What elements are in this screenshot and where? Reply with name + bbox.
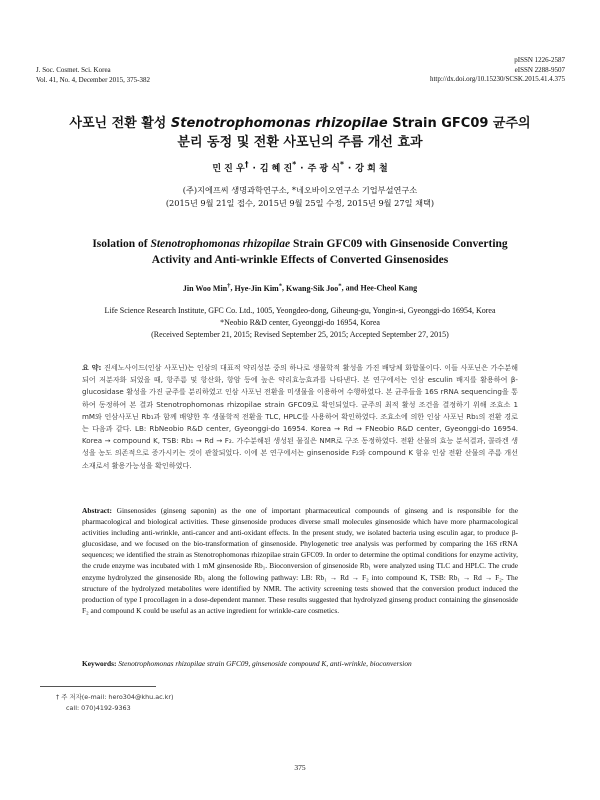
- footnote-line1: [56, 692, 174, 703]
- english-title-line1: [0, 236, 600, 252]
- ko-author-4: 강 희 철: [355, 164, 388, 174]
- footnote-divider: [40, 686, 156, 687]
- english-affiliation-line2: *Neobio R&D center, Gyeonggi-do 16954, Korea: [220, 318, 380, 328]
- footnote-email: 주 저자(e-mail: hero304@khu.ac.kr): [61, 693, 174, 701]
- english-abstract-label: Abstract:: [82, 506, 112, 515]
- korean-title-line2: 분리 동정 및 전환 사포닌의 주름 개선 효과: [177, 135, 423, 150]
- journal-name: J. Soc. Cosmet. Sci. Korea: [36, 66, 111, 74]
- english-title-pre: Isolation of: [92, 238, 151, 250]
- ko-author-1: 민 진 우†: [212, 160, 249, 174]
- korean-title-line1: [0, 114, 600, 133]
- english-affiliation: [0, 305, 600, 342]
- en-author-2: Hye-Jin Kim*: [234, 282, 283, 293]
- en-author-4: and Hee-Cheol Kang: [345, 283, 418, 293]
- korean-affiliation-line1: (주)지에프씨 생명과학연구소, *네오바이오연구소 기업부설연구소: [182, 185, 418, 195]
- footnote-phone: call: 070)4192-9363: [66, 704, 131, 712]
- journal-header-left: [36, 66, 150, 85]
- english-title-species: Stenotrophomonas rhizopilae: [150, 238, 291, 250]
- korean-title-species: Stenotrophomonas rhizopilae: [170, 116, 388, 131]
- eissn: eISSN 2288-9507: [514, 65, 565, 74]
- keywords-text: Stenotrophomonas rhizopilae strain GFC09, ginsenoside compound K, anti-wrinkle, bioconversion: [118, 659, 412, 668]
- footnote: [56, 692, 174, 714]
- english-affiliation-line1: Life Science Research Institute, GFC Co. Ltd., 1005, Yeongdeo-dong, Giheung-gu, Yongin-si, Gyeonggi-do 16954, Korea: [104, 306, 496, 315]
- ko-author-3: 주 광 식*: [307, 160, 344, 174]
- english-title: [0, 236, 600, 268]
- korean-title-post: Strain GFC09 균주의: [387, 116, 531, 131]
- page-number: 375: [294, 763, 306, 772]
- english-title-post: Strain GFC09 with Ginsenoside Converting: [290, 238, 508, 250]
- korean-title: [0, 114, 600, 152]
- pissn: pISSN 1226-2587: [514, 56, 565, 64]
- korean-abstract: [82, 362, 518, 472]
- en-author-3: Kwang-Sik Joo*: [286, 282, 342, 293]
- english-title-line2: Activity and Anti-wrinkle Effects of Converted Ginsenosides: [151, 254, 449, 266]
- english-authors: Jin Woo Min†, Hye-Jin Kim*, Kwang-Sik Joo*, and Hee-Cheol Kang: [182, 282, 418, 293]
- keywords: [82, 659, 518, 668]
- korean-dates: (2015년 9월 21일 접수, 2015년 9월 25일 수정, 2015년 9월 27일 채택): [165, 198, 435, 208]
- korean-title-pre: 사포닌 전환 활성: [69, 116, 171, 131]
- korean-abstract-label: 요 약:: [82, 363, 102, 372]
- english-abstract-text: Ginsenosides (ginseng saponin) as the one of important pharmaceutical compounds of ginseng and is responsible for the pharmacological and biological activities. These ginsenoside produces diverse small molecules ginsenoside which have more pharmacological activities including anti-wrinkle, anti-cancer and anti-oxidant effects. In the present study, we isolated bacteria using esculin agar, to produce β-glucosidase, and we focused on the bio-transformation of ginsenoside. Phylogenetic tree analysis was performed by comparing the 16S rRNA sequences; we identified the strain as Stenotrophomonas rhizopilae strain GFC09. In order to determine the optimal conditions for enzyme activity, the crude enzyme was incubated with 1 mM ginsenoside Rb₁. Bioconversion of ginsenoside Rb₁ were analyzed using TLC and HPLC. The crude enzyme hydrolyzed the ginsenoside Rb₁ along the following pathway: LB: Rb₁ → Rd → F₂ into compound K, TSB: Rb₁ → Rd → F₂. The structure of the hydrolyzed metabolites were identified by NMR. The activity screening tests showed that the conversion product induced the production of type I procollagen in a dose-dependent manner. These results suggested that hydrolyzed ginseng product containing the ginsenoside F₂ and compound K could be useful as an active ingredient for wrinkle-care cosmetics.: [82, 506, 518, 615]
- doi-link[interactable]: http://dx.doi.org/10.15230/SCSK.2015.41.4.375: [429, 75, 565, 83]
- journal-header-right: [430, 56, 565, 85]
- english-abstract: [82, 505, 518, 616]
- english-dates: (Received September 21, 2015; Revised September 25, 2015; Accepted September 27, 2015): [151, 330, 449, 340]
- journal-volume: Vol. 41, No. 4, December 2015, 375-382: [36, 75, 150, 84]
- korean-abstract-text: 진세노사이드(인삼 사포닌)는 인삼의 대표적 약리성분 중의 하나로 생물학적 활성을 가진 배당체 화합물이다. 이들 사포닌은 가수분해 되어 저분자화 되었을 때, 항주름 및 항산화, 항암 등에 높은 약리효능효과를 나타낸다. 본 연구에서는 인삼 esculin 배지를 활용하여 β-glucosidase 활성을 가진 균주를 분리하였고 인삼 사포닌 전환을 미생물을 이용하여 수행하였다. 본 균주들을 16S rRNA sequencing을 통하여 동정하여 본 결과 Stenotrophomonas rhizopilae strain GFC09로 확인되었다. 균주의 최적 활성 조건을 결정하기 위해 조효소 1 mM와 인삼사포닌 Rb₁과 함께 배양한 후 생물학적 전환을 TLC, HPLC를 사용하여 확인하였다. 조효소에 의한 인삼 사포닌 Rb₁의 전환 경로는 다음과 같다. LB: RbNeobio R&D center, Gyeonggi-do 16954. Korea → Rd → FNeobio R&D center, Gyeonggi-do 16954. Korea → compound K, TSB: Rb₁ → Rd → F₂. 가수분해된 생성된 물질은 NMR로 구조 동정하였다. 전환 산물의 효능 분석결과, 콜라겐 생성을 농도 의존적으로 증가시키는 것이 관찰되었다. 이에 본 연구에서는 ginsenoside F₂와 compound K 함유 인삼 전환 산물의 주름 개선 소재로서 활용가능성을 확인하였다.: [82, 363, 518, 470]
- footnote-mark: †: [56, 693, 60, 701]
- korean-affiliation: [0, 184, 600, 210]
- ko-author-2: 김 혜 진*: [259, 160, 297, 174]
- en-author-1: Jin Woo Min†: [182, 282, 231, 293]
- korean-authors: 민 진 우† · 김 혜 진* · 주 광 식* · 강 희 철: [212, 160, 388, 174]
- keywords-label: Keywords:: [82, 659, 117, 668]
